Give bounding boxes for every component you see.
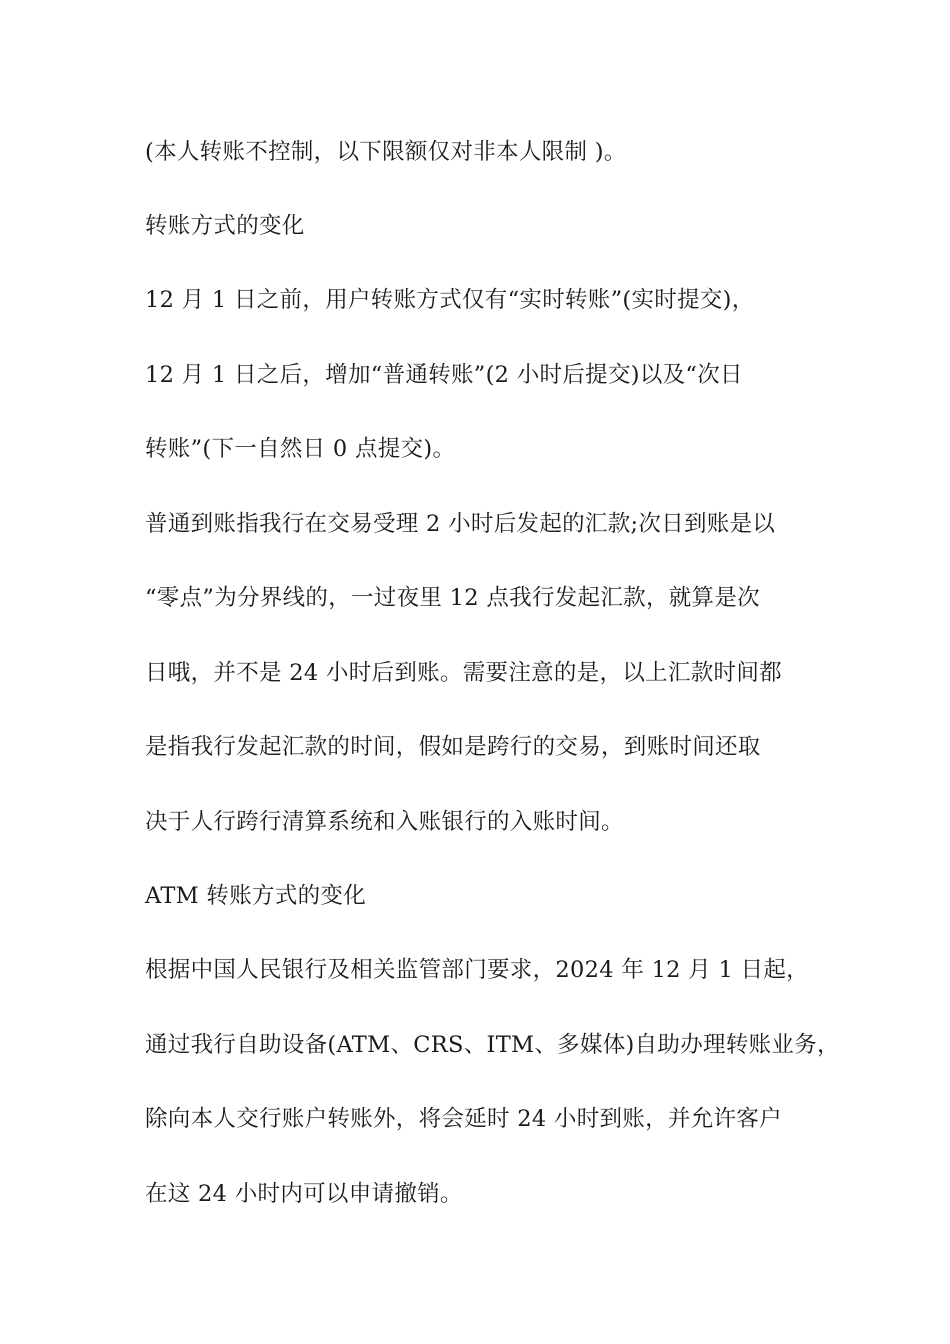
paragraph-line: 除向本人交行账户转账外，将会延时 24 小时到账，并允许客户	[145, 1106, 782, 1132]
paragraph-line: 12 月 1 日之后，增加“普通转账”(2 小时后提交)以及“次日	[145, 362, 743, 388]
section-heading: 转账方式的变化	[145, 213, 305, 239]
paragraph-line: 转账”(下一自然日 0 点提交)。	[145, 436, 456, 462]
section-heading: ATM 转账方式的变化	[145, 883, 367, 909]
paragraph-line: 通过我行自助设备(ATM、CRS、ITM、多媒体)自助办理转账业务，	[145, 1032, 840, 1058]
paragraph-line: 日哦，并不是 24 小时后到账。需要注意的是，以上汇款时间都	[145, 660, 782, 686]
paragraph-line: “零点”为分界线的，一过夜里 12 点我行发起汇款，就算是次	[145, 585, 760, 611]
paragraph-line: 是指我行发起汇款的时间，假如是跨行的交易，到账时间还取	[145, 734, 761, 760]
paragraph-line: 12 月 1 日之前，用户转账方式仅有“实时转账”(实时提交)，	[145, 287, 755, 313]
paragraph-line: 普通到账指我行在交易受理 2 小时后发起的汇款;次日到账是以	[145, 511, 776, 537]
paragraph-line: 决于人行跨行清算系统和入账银行的入账时间。	[145, 809, 624, 835]
paragraph-line: (本人转账不控制，以下限额仅对非本人限制 )。	[145, 139, 627, 165]
paragraph-line: 根据中国人民银行及相关监管部门要求，2024 年 12 月 1 日起，	[145, 957, 809, 983]
paragraph-line: 在这 24 小时内可以申请撤销。	[145, 1181, 463, 1207]
